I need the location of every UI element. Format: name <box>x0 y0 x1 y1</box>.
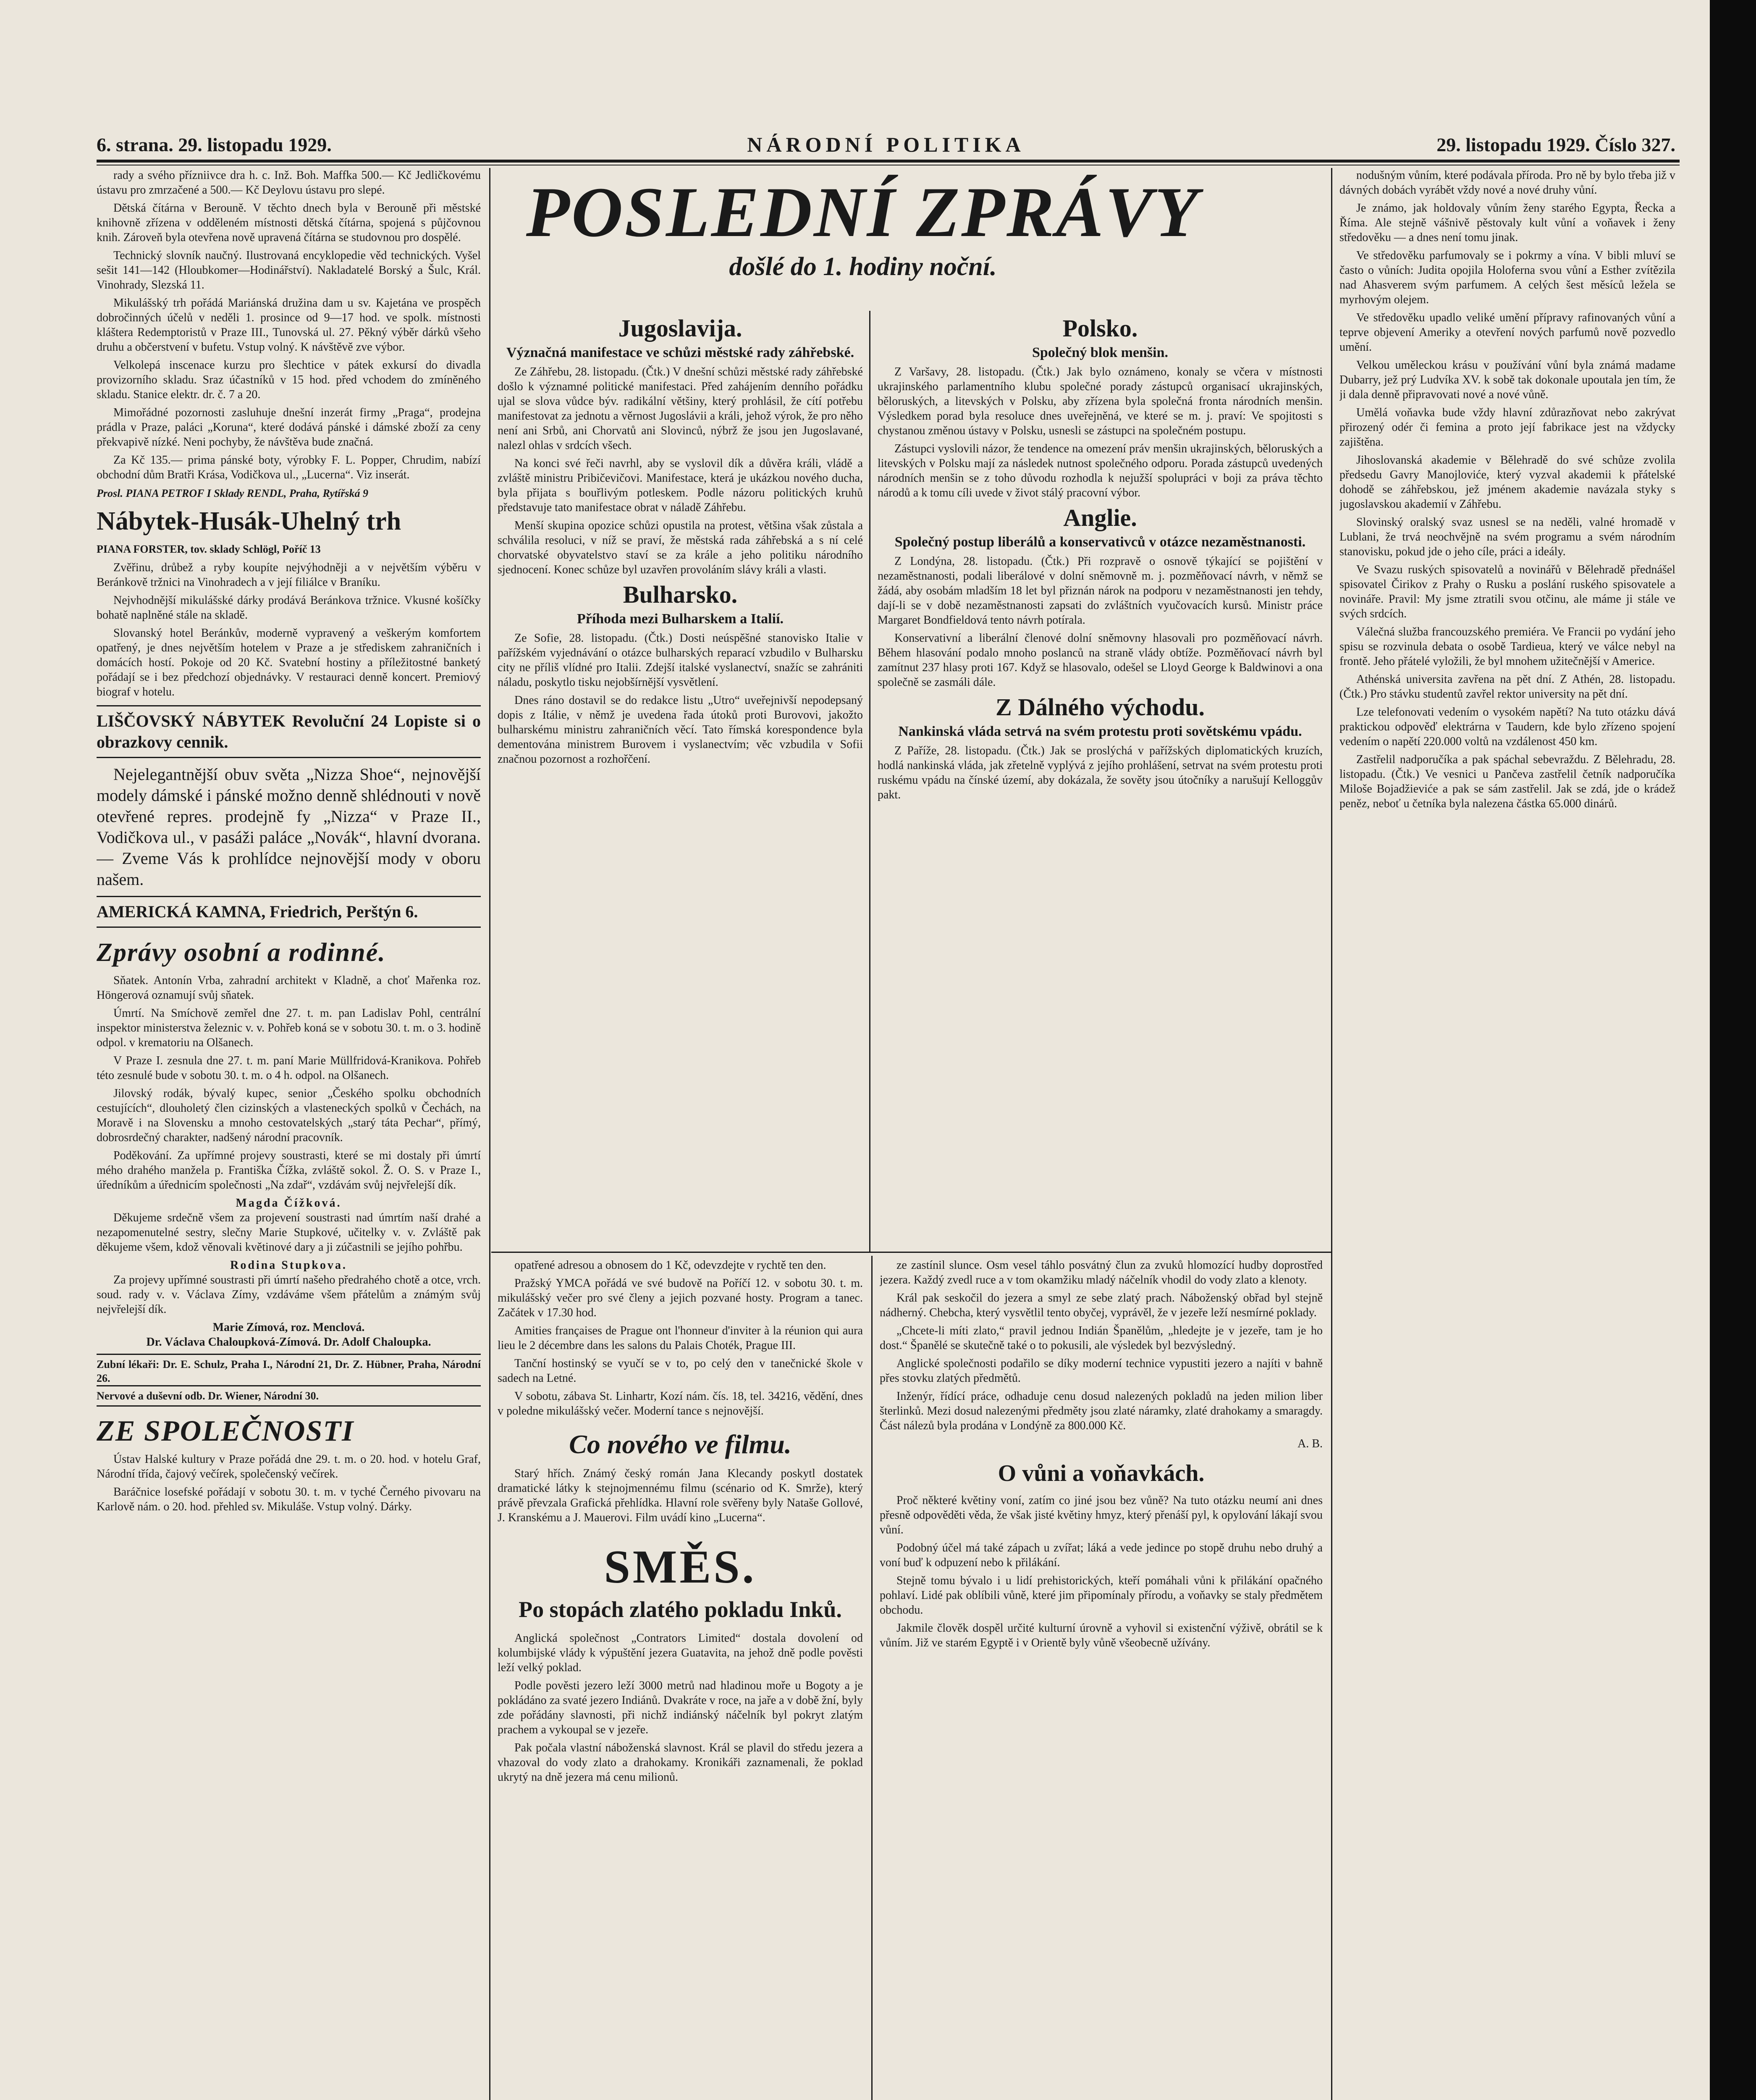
article-headline: Nankinská vláda setrvá na svém protestu proti sovětskému vpádu. <box>898 724 1302 739</box>
article-headline: Společný blok menšin. <box>1032 345 1169 360</box>
article: Ve Svazu ruských spisovatelů a novinářů v Bělehradě přednášel spisovatel Čirikov z Prahy o Rusku a poslání ruského spisovatele a novináře. Pravil: My jsme ztratili svou otčinu, ale máme ji stále ve svých srdcích. <box>1339 563 1675 620</box>
article: Velkolepá inscenace kurzu pro šlechtice v pátek exkursí do divadla provizorního skladu. Sraz účastníků v 15 hod. před vchodem do zmíněného skladu. Stanice elektr. dr. č. 7 a 20. <box>97 359 481 401</box>
column-4 <box>1339 168 1675 2100</box>
section-heading: Bulharsko. <box>623 581 738 608</box>
article: Technický slovník naučný. Ilustrovaná encyklopedie věd technických. Vyšel sešit 141—142 (Hloubkomer—Hodinářství). Nakladatelé Borský a Šulc, Král. Vinohrady, Slezská 11. <box>97 249 481 291</box>
column-1 <box>97 168 481 2100</box>
article: Jihoslovanská akademie v Bělehradě do své schůze zvolila předsedu Gavry Manojloviće, který vyzval akademii k přátelské dohodě se záhřebskou, jež jménem akademie navázala styky s jugoslavskou akademií v Záhřebu. <box>1339 454 1675 511</box>
page-header <box>97 131 1675 158</box>
article: Mimořádné pozornosti zasluhuje dnešní inzerát firmy „Praga“, prodejna prádla v Praze, paláci „Koruna“, které dodává pánské i dámské zboží za ceny překvapivě nízké. Neni pochyby, že návštěva bude značná. <box>97 406 481 449</box>
section-heading: SMĚS. <box>604 1541 757 1593</box>
article-headline: Příhoda mezi Bulharskem a Italií. <box>577 611 784 627</box>
ad-liscovsky: LIŠČOVSKÝ NÁBYTEK Revoluční 24 Lopiste si o obrazkovy cennik. <box>97 705 481 758</box>
ad-piano: Prosl. PIANA PETROF I Sklady RENDL, Praha, Rytířská 9 <box>97 487 368 499</box>
article: Ze Záhřebu, 28. listopadu. (Čtk.) V dnešní schůzi městské rady záhřebské došlo k významné politické manifestaci. Před zahájením denního pořádku ujal se slova vůdce býv. radikální většiny, který prohlásil, že cítí potřebu manifestovat za jednotu a věrnost Jugoslávii a králi, jehož výrok, že pro něho není ani Srbů, ani Chorvatů ani Slovinců, nýbrž že jsou jen Jugoslavané, nalezl ohlas v srdcích všech. <box>498 365 863 452</box>
article: Podobný účel má také zápach u zvířat; láká a vede jedince po stopě druhu nebo druhý a voní buď k odpuzení nebo k přilákání. <box>880 1541 1323 1569</box>
article: Amities françaises de Prague ont l'honneur d'inviter à la réunion qui aura lieu le 2 décembre dans les salons du Palais Choték, Prague III. <box>498 1324 863 1352</box>
issue-label: 29. listopadu 1929. Číslo 327. <box>1436 134 1675 155</box>
article: Stejně tomu bývalo i u lidí prehistorických, kteří pomáhali vůni k přilákání opačného pohlaví. Lidé pak oblíbili vůně, které jim připomínaly přírodu, a voňavky se staly předmětem obchodu. <box>880 1574 1323 1617</box>
article: Zástupci vyslovili názor, že tendence na omezení práv menšin ukrajinských, běloruských a litevských v Polsku mají za následek nutnost společného odporu. Porada zástupců uvedených národních menšin se z toho důvodu rozhodla k nejužší spolupráci v boji za práva těchto národů a k tomu cíli uvede v život stálý pracovní výbor. <box>878 442 1323 499</box>
article: „Chcete-li míti zlato,“ pravil jednou Indián Španělům, „hledejte je v jezeře, tam je ho dost.“ Španělé se skutečně také o to pokusili, ale výsledek byl bezvýsledný. <box>880 1324 1323 1352</box>
ad-nervove: Nervové a duševní odb. Dr. Wiener, Národní 30. <box>97 1385 481 1407</box>
article: Velkou uměleckou krásu v používání vůní byla známá madame Dubarry, jež prý Ludvíka XV. k sobě tak dokonale upoutala jen tím, že ji dala denně připravovati nové a nové vůně. <box>1339 359 1675 401</box>
column-divider <box>869 311 870 1252</box>
article: Ve středověku parfumovaly se i pokrmy a vína. V bibli mluví se často o vůních: Judita opojila Holoferna svou vůní a Esther zvítězila nad Ahasverem svým parfumem. A celých šest měsíců ležela se myrhovým olejem. <box>1339 249 1675 306</box>
section-heading: Co nového ve filmu. <box>569 1429 792 1459</box>
article: Ve středověku upadlo veliké umění přípravy rafinovaných vůní a teprve objevení Ameriky a otevření nových parfumů nově pozvedlo umění. <box>1339 311 1675 354</box>
article: Zvěřinu, drůbež a ryby koupíte nejvýhodněji a v největším výběru v Beránkově tržnici na Vinohradech a v její filiálce v Braníku. <box>97 561 481 589</box>
article: Děkujeme srdečně všem za projevení soustrasti nad úmrtím naší drahé a nezapomenutelné sestry, slečny Marie Stupkové, učitelky v. v. Zvláště pak děkujeme všem, kdož věnovali květinové dary a ji zúčastnili se jejího pohřbu. <box>97 1211 481 1254</box>
column-3 <box>878 311 1323 1247</box>
article: Z Paříže, 28. listopadu. (Čtk.) Jak se proslýchá v pařížských diplomatických kruzích, hodlá nankinská vláda, jak zřetelně vyplývá z jejího prohlášení, setrvat na svém protestu proti ruskému vpádu na čínské území, aby dokázala, že sověty jsou útočníky a narušují Kelloggův pakt. <box>878 744 1323 801</box>
article: Dětská čítárna v Berouně. V těchto dnech byla v Berouně při městské knihovně zřízena v odděleném místnosti dětská čítárna, spojená s půjčovnou knih. Zároveň byla otevřena nově upravená čítárna se studovnou pro dospělé. <box>97 202 481 244</box>
article: Jakmile člověk dospěl určité kulturní úrovně a vyhovil si existenční výživě, obrátil se k vůním. Již ve starém Egyptě i v Orientě byly vůně všeobecně užívány. <box>880 1622 1323 1649</box>
article: Sňatek. Antonín Vrba, zahradní architekt v Kladně, a choť Mařenka roz. Höngerová oznamují svůj sňatek. <box>97 974 481 1002</box>
article: Athénská universita zavřena na pět dní. Z Athén, 28. listopadu. (Čtk.) Pro stávku studentů zavřel rektor university na pět dní. <box>1339 673 1675 701</box>
article: Proč některé květiny voní, zatím co jiné jsou bez vůně? Na tuto otázku neumí ani dnes přesně odpověděti věda, že však jisté květiny hmyz, který přenáší pyl, k opylování lákají svou vůní. <box>880 1494 1323 1536</box>
article: Anglická společnost „Contrators Limited“ dostala dovolení od kolumbijské vlády k výpuštění jezera Guatavita, na jehož dně podle pověsti leží velký poklad. <box>498 1632 863 1674</box>
article: Tanční hostinský se vyučí se v to, po celý den v tanečnické škole v sadech na Letné. <box>498 1357 863 1385</box>
article: V Praze I. zesnula dne 27. t. m. paní Marie Müllfridová-Kranikova. Pohřeb této zesnulé bude v sobotu 30. t. m. o 4 h. odpol. na Olšanech. <box>97 1054 481 1082</box>
ad-americka-kamna: AMERICKÁ KAMNA, Friedrich, Perštýn 6. <box>97 896 481 928</box>
signature: Rodina Stupkova. <box>230 1259 347 1272</box>
section-divider <box>491 1252 1331 1253</box>
article: Za projevy upřímné soustrasti při úmrtí našeho předrahého chotě a otce, vrch. soud. rady v. v. Václava Zímy, vzdáváme všem přátelům a známým svůj nejvřelejší dík. <box>97 1273 481 1316</box>
article: Menší skupina opozice schůzi opustila na protest, většina však zůstala a schválila resoluci, v níž se praví, že městská rada záhřebská a s ní celé chorvatské obyvatelstvo staví se za krále a jeho politiku národního sjednocení. Konec schůze byl uzavřen provoláním slávy králi a vlasti. <box>498 519 863 576</box>
article: Jilovský rodák, bývalý kupec, senior „Českého spolku obchodních cestujících“, dlouholetý člen cizinských a vlasteneckých spolků v Čechách, na Moravě i na Slovensku a mnoho cestovatelských „starý táta Pechar“, přímý, dobrosrdečný charakter, nadšený národní pracovník. <box>97 1087 481 1144</box>
section-heading: ZE SPOLEČNOSTI <box>97 1415 354 1447</box>
page-label: 6. strana. 29. listopadu 1929. <box>97 134 332 155</box>
article: nodušným vůním, které podávala příroda. Pro ně by bylo třeba již v dávných dobách vyrábět vždy nové a nové druhy vůní. <box>1339 169 1675 197</box>
column-mid-bottom-right <box>880 1258 1323 2100</box>
column-divider <box>1331 168 1332 2100</box>
article: Za Kč 135.— prima pánské boty, výrobky F. L. Popper, Chrudim, nabízí obchodní dům Bratři Krása, Vodičkova ul., „Lucerna“. Viz inserát. <box>97 454 481 481</box>
article: Pak počala vlastní náboženská slavnost. Král se plavil do středu jezera a vhazoval do vody zlato a drahokamy. Kronikáři zaznamenali, že poklad ukrytý na dně jezera má cenu milionů. <box>498 1741 863 1784</box>
article: Slovanský hotel Beránkův, moderně vypravený a veškerým komfortem opatřený, je dnes největším hotelem v Praze a je střediskem zahraničních i domácích hostí. Pokoje od 20 Kč. Svatební hostiny a příležitostné banketý pořádají se i bez předchozí objednávky. V restauraci denně koncert. Premiový biograf v hotelu. <box>97 627 481 698</box>
section-heading: Jugoslavija. <box>618 315 742 342</box>
article: Ze Sofie, 28. listopadu. (Čtk.) Dosti neúspěšné stanovisko Italie v pařížském vyjednávání o otázce bulharských reparací vzbudilo v Bulharsku city ne příliš vlídné pro Italii. Zdejší italské vyslanectví, snažíc se zahrániti náladu, poskytlo tisku nejobšírnější vysvětlení. <box>498 632 863 689</box>
article-nizza: Nejelegantnější obuv světa „Nizza Shoe“, nejnovější modely dámské i pánské možno denně shlédnouti v nově otevřené repres. prodejně fy „Nizza“ v Praze II., Vodičkova ul., v pasáži paláce „Novák“, hlavní dvorana. — Zveme Vás k prohlídce nejnovější mody v oboru našem. <box>97 765 481 889</box>
paper-name: NÁRODNÍ POLITIKA <box>747 133 1025 156</box>
article: Král pak seskočil do jezera a smyl ze sebe zlatý prach. Náboženský obřad byl stejně nádherný. Chebcha, který vysvětlil tento obyčej, vyprávěl, že v jezeře leží nesmírné poklady. <box>880 1292 1323 1319</box>
page-subtitle: došlé do 1. hodiny noční. <box>729 252 997 281</box>
article: Pražský YMCA pořádá ve své budově na Poříčí 12. v sobotu 30. t. m. mikulášský večer pro své členy a jejich pozvané hosty. Program a tanec. Začátek v 17.30 hod. <box>498 1277 863 1319</box>
article: Slovinský oralský svaz usnesl se na neděli, valné hromadě v Lublani, že trvá neochvějně na svém programu a svém národním stanovisku, pokud jde o jeho cíle, práci a ideály. <box>1339 516 1675 558</box>
article: Mikulášský trh pořádá Mariánská družina dam u sv. Kajetána ve prospěch dobročinných účelů v neděli 1. prosince od 9—17 hod. ve spolk. místnosti kláštera Redemptoristů v Praze III., Tunovská ul. 27. Pěkný výběr dárků všeho druhu a občerstvení v bufetu. Vstup volný. K návštěvě zve výbor. <box>97 297 481 354</box>
article: Je známo, jak holdovaly vůním ženy starého Egypta, Řecka a Říma. Ale stejně vášnivě pěstovaly kult vůní a voňavek i ženy středověku — a dnes není tomu jinak. <box>1339 202 1675 244</box>
signature: Dr. Václava Chaloupková-Zímová. Dr. Adolf Chaloupka. <box>146 1336 431 1349</box>
article-headline: Po stopách zlatého pokladu Inků. <box>519 1597 842 1622</box>
signature: Magda Čížková. <box>236 1197 342 1210</box>
column-mid-bottom-left <box>498 1258 863 2100</box>
article: Inženýr, řídící práce, odhaduje cenu dosud nalezených pokladů na jeden milion liber šterlinků. Mezi dosud nalezenými předměty jsou zlaté náramky, zlaté drahokamy a smaragdy. Část nálezů byla prodána v Londýně za 800.000 Kč. <box>880 1390 1323 1432</box>
signature: A. B. <box>1297 1437 1323 1450</box>
article: Baráčnice losefské pořádají v sobotu 30. t. m. v tyché Černého pivovaru na Karlově nám. o 20. hod. přehled sv. Mikuláše. Vstup volný. Dárky. <box>97 1486 481 1513</box>
article: Poděkování. Za upřímné projevy soustrasti, které se mi dostaly při úmrtí mého drahého manžela p. Františka Čížka, zvláště sokol. Ž. O. S. v Praze I., úředníkům a úřednicím společnosti „Na zdař“, vzdávám svůj nejvřelejší dík. <box>97 1149 481 1192</box>
column-divider <box>489 168 490 2100</box>
article: Umělá voňavka bude vždy hlavní zdůrazňovat nebo zakrývat přirozený odér či femina a proto její fabrikace jest na vždycky zajištěna. <box>1339 406 1675 449</box>
article: Konservativní a liberální členové dolní sněmovny hlasovali pro pozměňovací návrh. Během hlasování podalo mnoho poslanců na straně vlády obtíže. Pozměňovací návrh byl zamítnut 237 hlasy proti 167. Když se hlasovalo, odešel se Lloyd George k Baldwinovi a ona společně se zasmáli dále. <box>878 632 1323 689</box>
article: Podle pověsti jezero leží 3000 metrů nad hladinou moře u Bogoty a je pokládáno za svaté jezero Indiánů. Dvakráte v roce, na jaře a v době žní, byly zde pořádány slavnosti, při nichž indiánský náčelník byl pokryt zlatým prachem a vykoupal se v jezeře. <box>498 1679 863 1736</box>
article: rady a svého přízniivce dra h. c. Inž. Boh. Maffka 500.— Kč Jedličkovému ústavu pro zmrzačené a 500.— Kč Deylovu ústavu pro slepé. <box>97 169 481 197</box>
article-headline: Společný postup liberálů a konservativců v otázce nezaměstnanosti. <box>894 534 1306 550</box>
article-headline: Význačná manifestace ve schůzi městské rady záhřebské. <box>506 345 854 360</box>
article: V sobotu, zábava St. Linhartr, Kozí nám. čís. 18, tel. 34216, vědění, dnes v poledne mikulášský večer. Moderní tance s nejnovější. <box>498 1390 863 1418</box>
article: Úmrtí. Na Smíchově zemřel dne 27. t. m. pan Ladislav Pohl, centrální inspektor ministerstva železnic v. v. Pohřeb koná se v sobotu 30. t. m. o 3. hodině odpol. v krematoriu na Olšanech. <box>97 1007 481 1049</box>
page-title: POSLEDNÍ ZPRÁVY <box>526 173 1200 252</box>
ad-forster: PIANA FORSTER, tov. sklady Schlögl, Poříč 13 <box>97 543 321 555</box>
header-rule <box>97 160 1680 163</box>
column-2 <box>498 311 863 1247</box>
article: ze zastínil slunce. Osm vesel táhlo posvátný člun za zvuků hlomozící hudby doprostřed jezera. Každý zvedl ruce a v tom okamžiku mladý náčelník vhodil do vody zlato a klenoty. <box>880 1259 1323 1286</box>
article: Lze telefonovati vedením o vysokém napětí? Na tuto otázku dává praktickou odpověď elektrárna v Taudern, kde bylo zřízeno spojení vedením o napětí 220.000 voltů na vzdálenost 450 km. <box>1339 706 1675 748</box>
ad-nabytek: Nábytek-Husák-Uhelný trh <box>97 507 401 536</box>
article: Dnes ráno dostavil se do redakce listu „Utro“ uveřejnivší nepodepsaný dopis z Itálie, v němž je uvedena řada útoků proti Burovovi, jakožto bulharskému ministru zahraničních věcí. Tato římská korespondence byla dementována ministrem Burovem i vyslanectvím; věc vzbudila v Sofii značnou pozornost a rozhořčení. <box>498 694 863 766</box>
section-heading: Polsko. <box>1062 315 1138 342</box>
article: Nejvhodnější mikulášské dárky prodává Beránkova tržnice. Vkusné košíčky bohatě naplněné stále na skladě. <box>97 594 481 622</box>
section-heading: Z Dálného východu. <box>996 693 1205 721</box>
section-heading: Anglie. <box>1063 504 1137 531</box>
ad-zubni: Zubní lékaři: Dr. E. Schulz, Praha I., Národní 21, Dr. Z. Hübner, Praha, Národní 26. <box>97 1354 481 1385</box>
article: Starý hřích. Známý český román Jana Klecandy poskytl dostatek dramatické látky k stejnojmennému filmu (scénario od K. Smrže), který právě převzala Grafická přehlídka. Hlavní role svěřeny byly Nataše Gollové, J. Kranskému a J. Mauerovi. Film uvádí kino „Lucerna“. <box>498 1467 863 1524</box>
article: Zastřelil nadporučíka a pak spáchal sebevraždu. Z Bělehradu, 28. listopadu. (Čtk.) Ve vesnici u Pančeva zastřelil četník nadporučíka Miloše Bojadžieviće a pak se sám zastřelil. Jak se zdá, jde o krádež peněz, neboť u četníka byla nalezena částka 65.000 dinárů. <box>1339 753 1675 810</box>
signature: Marie Zímová, roz. Menclová. <box>212 1321 365 1334</box>
article: Válečná služba francouzského premiéra. Ve Francii po vydání jeho spisu se rozvinula debata o osobě Tardieua, který ve válce nebyl na frontě. Jeho přátelé vyložili, že byl mnohem užitečnější v Americe. <box>1339 625 1675 668</box>
article: opatřené adresou a obnosem do 1 Kč, odevzdejte v rychtě ten den. <box>514 1259 826 1272</box>
article: Z Varšavy, 28. listopadu. (Čtk.) Jak bylo oznámeno, konaly se včera v místnosti ukrajinského parlamentního klubu společné porady zástupců organisací ukrajinských, běloruských, a litevských v Polsku, aby zřízena byla společná fronta národních menšin. Výsledkem porad byla resoluce dnes uveřejněná, ve které se m. j. praví: Ve spojitosti s chystanou změnou ústavy v Polsku, usnesli se zástupci na společném postupu. <box>878 365 1323 437</box>
section-heading: Zprávy osobní a rodinné. <box>97 938 386 967</box>
section-heading: O vůni a voňavkách. <box>998 1460 1205 1486</box>
scan-edge <box>1710 0 1756 2100</box>
article: Ústav Halské kultury v Praze pořádá dne 29. t. m. o 20. hod. v hotelu Graf, Národní třída, čajový večírek, společenský večírek. <box>97 1453 481 1480</box>
article: Na konci své řeči navrhl, aby se vyslovil dík a důvěra králi, vládě a zvláště ministru Pribičevičovi. Manifestace, která je ukázkou nového ducha, byla přijata s bouřlivým potleskem. Podle názoru politických kruhů představuje tato manifestace obrat v náladě Záhřebu. <box>498 457 863 514</box>
article: Anglické společnosti podařilo se díky moderní technice vypustiti jezero a najíti v bahně přes stovku zlatých předmětů. <box>880 1357 1323 1385</box>
column-divider <box>871 1256 873 2100</box>
article: Z Londýna, 28. listopadu. (Čtk.) Při rozpravě o osnově týkající se pojištění v nezaměstnanosti, podali liberálové v dolní sněmovně m. j. pozměňovací návrh, v němž se žádá, aby osobám mladším 18 let byl přiznán nárok na podporu v nezaměstnanosti jen tehdy, dají-li se v době nezaměstnanosti zapsati do zvláštních vyučovacích kursů. Ministr práce Margaret Bondfieldová tento návrh potírala. <box>878 555 1323 627</box>
